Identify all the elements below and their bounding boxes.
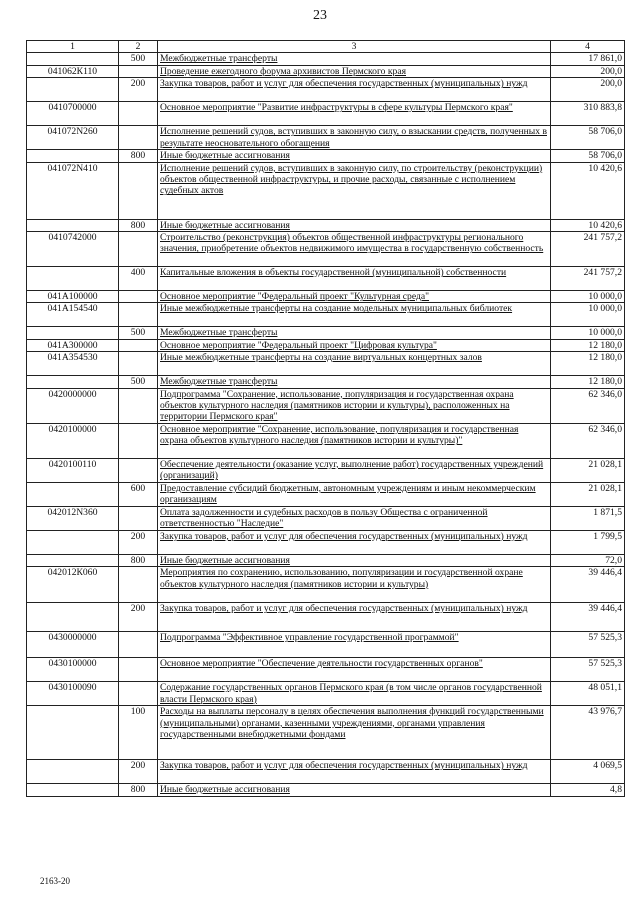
amount-cell: 10 000,0 <box>551 327 625 339</box>
expense-type-cell <box>119 352 158 376</box>
amount-cell: 58 706,0 <box>551 126 625 150</box>
amount-cell: 17 861,0 <box>551 53 625 65</box>
amount-cell: 241 757,2 <box>551 232 625 267</box>
column-header: 2 <box>119 41 158 53</box>
amount-cell: 12 180,0 <box>551 376 625 388</box>
amount-cell: 10 420,6 <box>551 219 625 231</box>
name-cell: Основное мероприятие "Обеспечение деятельности государственных органов" <box>158 658 551 682</box>
amount-cell: 39 446,4 <box>551 567 625 603</box>
code-cell: 042012К060 <box>27 567 119 603</box>
code-cell: 041A354530 <box>27 352 119 376</box>
expense-type-cell: 100 <box>119 706 158 760</box>
name-cell: Межбюджетные трансферты <box>158 376 551 388</box>
name-cell: Оплата задолженности и судебных расходов в пользу Общества с ограниченной ответственностью "Наследие" <box>158 506 551 530</box>
column-header: 3 <box>158 41 551 53</box>
name-cell: Строительство (реконструкция) объектов общественной инфраструктуры регионального значения, приобретение объектов недвижимого имущества в государственную собственность <box>158 232 551 267</box>
expense-type-cell: 200 <box>119 760 158 784</box>
table-row <box>27 352 625 376</box>
amount-cell: 241 757,2 <box>551 267 625 291</box>
amount-cell: 72,0 <box>551 554 625 566</box>
name-cell: Обеспечение деятельности (оказание услуг, выполнение работ) государственных учреждений (организаций) <box>158 458 551 482</box>
expense-type-cell <box>119 232 158 267</box>
code-cell: 0420000000 <box>27 388 119 423</box>
table-row <box>27 567 625 603</box>
budget-table <box>26 40 625 797</box>
code-cell: 0430100090 <box>27 682 119 706</box>
expense-type-cell <box>119 291 158 303</box>
table-row <box>27 291 625 303</box>
name-cell: Исполнение решений судов, вступивших в законную силу, о взыскании средств, полученных в результате неосновательного обогащения <box>158 126 551 150</box>
expense-type-cell: 400 <box>119 267 158 291</box>
code-cell: 041062К110 <box>27 65 119 77</box>
amount-cell: 62 346,0 <box>551 423 625 458</box>
name-cell: Содержание государственных органов Пермского края (в том числе органов государственной власти Пермского края) <box>158 682 551 706</box>
amount-cell: 21 028,1 <box>551 482 625 506</box>
table-row <box>27 376 625 388</box>
name-cell: Основное мероприятие "Развитие инфраструктуры в сфере культуры Пермского края" <box>158 102 551 126</box>
expense-type-cell: 500 <box>119 53 158 65</box>
page-number: 23 <box>313 8 327 23</box>
table-row <box>27 65 625 77</box>
code-cell: 041072N410 <box>27 162 119 219</box>
table-row <box>27 126 625 150</box>
expense-type-cell: 500 <box>119 327 158 339</box>
name-cell: Иные бюджетные ассигнования <box>158 150 551 162</box>
code-cell: 041A300000 <box>27 339 119 351</box>
amount-cell: 1 871,5 <box>551 506 625 530</box>
table-row <box>27 232 625 267</box>
table-row <box>27 682 625 706</box>
name-cell: Подпрограмма "Эффективное управление государственной программой" <box>158 632 551 658</box>
name-cell: Межбюджетные трансферты <box>158 327 551 339</box>
table-row <box>27 78 625 102</box>
amount-cell: 48 051,1 <box>551 682 625 706</box>
code-cell: 0430000000 <box>27 632 119 658</box>
code-cell <box>27 53 119 65</box>
column-header: 1 <box>27 41 119 53</box>
table-row <box>27 219 625 231</box>
code-cell <box>27 376 119 388</box>
amount-cell: 10 000,0 <box>551 291 625 303</box>
table-row <box>27 162 625 219</box>
table-row <box>27 339 625 351</box>
name-cell: Проведение ежегодного форума архивистов Пермского края <box>158 65 551 77</box>
amount-cell: 43 976,7 <box>551 706 625 760</box>
code-cell: 0410742000 <box>27 232 119 267</box>
code-cell <box>27 706 119 760</box>
expense-type-cell: 200 <box>119 530 158 554</box>
code-cell: 041A100000 <box>27 291 119 303</box>
code-cell: 0420100000 <box>27 423 119 458</box>
code-cell <box>27 78 119 102</box>
amount-cell: 10 420,6 <box>551 162 625 219</box>
expense-type-cell <box>119 126 158 150</box>
table-row <box>27 267 625 291</box>
table-row <box>27 603 625 632</box>
amount-cell: 39 446,4 <box>551 603 625 632</box>
table-row <box>27 423 625 458</box>
amount-cell: 21 028,1 <box>551 458 625 482</box>
code-cell <box>27 482 119 506</box>
amount-cell: 200,0 <box>551 65 625 77</box>
expense-type-cell <box>119 65 158 77</box>
expense-type-cell <box>119 102 158 126</box>
code-cell <box>27 530 119 554</box>
expense-type-cell <box>119 423 158 458</box>
table-row <box>27 303 625 327</box>
name-cell: Иные межбюджетные трансферты на создание виртуальных концертных залов <box>158 352 551 376</box>
name-cell: Иные межбюджетные трансферты на создание модельных муниципальных библиотек <box>158 303 551 327</box>
code-cell: 041A154540 <box>27 303 119 327</box>
amount-cell: 12 180,0 <box>551 339 625 351</box>
column-header: 4 <box>551 41 625 53</box>
expense-type-cell: 500 <box>119 376 158 388</box>
table-row <box>27 53 625 65</box>
amount-cell: 58 706,0 <box>551 150 625 162</box>
expense-type-cell <box>119 162 158 219</box>
name-cell: Подпрограмма "Сохранение, использование, популяризация и государственная охрана объектов культурного наследия (памятников истории и культуры), расположенных на территории Пермского края" <box>158 388 551 423</box>
code-cell <box>27 327 119 339</box>
expense-type-cell <box>119 339 158 351</box>
expense-type-cell: 800 <box>119 784 158 796</box>
name-cell: Закупка товаров, работ и услуг для обеспечения государственных (муниципальных) нужд <box>158 760 551 784</box>
amount-cell: 200,0 <box>551 78 625 102</box>
amount-cell: 4,8 <box>551 784 625 796</box>
name-cell: Основное мероприятие "Сохранение, использование, популяризация и государственная охрана объектов культурного наследия (памятников истории и культуры)" <box>158 423 551 458</box>
amount-cell: 10 000,0 <box>551 303 625 327</box>
table-row <box>27 506 625 530</box>
expense-type-cell <box>119 567 158 603</box>
table-row <box>27 388 625 423</box>
code-cell <box>27 603 119 632</box>
expense-type-cell: 200 <box>119 603 158 632</box>
amount-cell: 310 883,8 <box>551 102 625 126</box>
name-cell: Закупка товаров, работ и услуг для обеспечения государственных (муниципальных) нужд <box>158 78 551 102</box>
table-row <box>27 554 625 566</box>
code-cell <box>27 219 119 231</box>
table-row <box>27 658 625 682</box>
expense-type-cell <box>119 632 158 658</box>
code-cell: 0420100110 <box>27 458 119 482</box>
name-cell: Мероприятия по сохранению, использованию, популяризации и государственной охране объектов культурного наследия (памятников истории и культуры) <box>158 567 551 603</box>
name-cell: Иные бюджетные ассигнования <box>158 219 551 231</box>
amount-cell: 4 069,5 <box>551 760 625 784</box>
expense-type-cell <box>119 303 158 327</box>
expense-type-cell: 600 <box>119 482 158 506</box>
name-cell: Иные бюджетные ассигнования <box>158 784 551 796</box>
expense-type-cell <box>119 658 158 682</box>
table-row <box>27 327 625 339</box>
expense-type-cell <box>119 388 158 423</box>
footer-document-code: 2163-20 <box>40 876 70 886</box>
amount-cell: 57 525,3 <box>551 632 625 658</box>
expense-type-cell <box>119 682 158 706</box>
name-cell: Межбюджетные трансферты <box>158 53 551 65</box>
name-cell: Расходы на выплаты персоналу в целях обеспечения выполнения функций государственными (муниципальными) органами, казенными учреждениями, органами управления государственными внебюджетными фондами <box>158 706 551 760</box>
name-cell: Капитальные вложения в объекты государственной (муниципальной) собственности <box>158 267 551 291</box>
code-cell <box>27 784 119 796</box>
expense-type-cell <box>119 458 158 482</box>
table-row <box>27 458 625 482</box>
table-row <box>27 706 625 760</box>
name-cell: Иные бюджетные ассигнования <box>158 554 551 566</box>
expense-type-cell: 800 <box>119 554 158 566</box>
table-header-row <box>27 41 625 53</box>
expense-type-cell: 800 <box>119 219 158 231</box>
code-cell <box>27 554 119 566</box>
name-cell: Закупка товаров, работ и услуг для обеспечения государственных (муниципальных) нужд <box>158 530 551 554</box>
code-cell <box>27 150 119 162</box>
table-row <box>27 760 625 784</box>
amount-cell: 12 180,0 <box>551 352 625 376</box>
table-row <box>27 102 625 126</box>
table-row <box>27 482 625 506</box>
code-cell: 0410700000 <box>27 102 119 126</box>
table-row <box>27 784 625 796</box>
code-cell <box>27 760 119 784</box>
name-cell: Предоставление субсидий бюджетным, автономным учреждениям и иным некоммерческим организациям <box>158 482 551 506</box>
table-row <box>27 632 625 658</box>
name-cell: Основное мероприятие "Федеральный проект "Культурная среда" <box>158 291 551 303</box>
name-cell: Исполнение решений судов, вступивших в законную силу, по строительству (реконструкции) объектов общественной инфраструктуры, и прочие расходы, связанные с исполнением судебных актов <box>158 162 551 219</box>
expense-type-cell <box>119 506 158 530</box>
expense-type-cell: 200 <box>119 78 158 102</box>
code-cell: 042012N360 <box>27 506 119 530</box>
expense-type-cell: 800 <box>119 150 158 162</box>
code-cell <box>27 267 119 291</box>
code-cell: 041072N260 <box>27 126 119 150</box>
name-cell: Основное мероприятие "Федеральный проект "Цифровая культура" <box>158 339 551 351</box>
amount-cell: 62 346,0 <box>551 388 625 423</box>
amount-cell: 1 799,5 <box>551 530 625 554</box>
code-cell: 0430100000 <box>27 658 119 682</box>
table-row <box>27 530 625 554</box>
amount-cell: 57 525,3 <box>551 658 625 682</box>
table-row <box>27 150 625 162</box>
name-cell: Закупка товаров, работ и услуг для обеспечения государственных (муниципальных) нужд <box>158 603 551 632</box>
